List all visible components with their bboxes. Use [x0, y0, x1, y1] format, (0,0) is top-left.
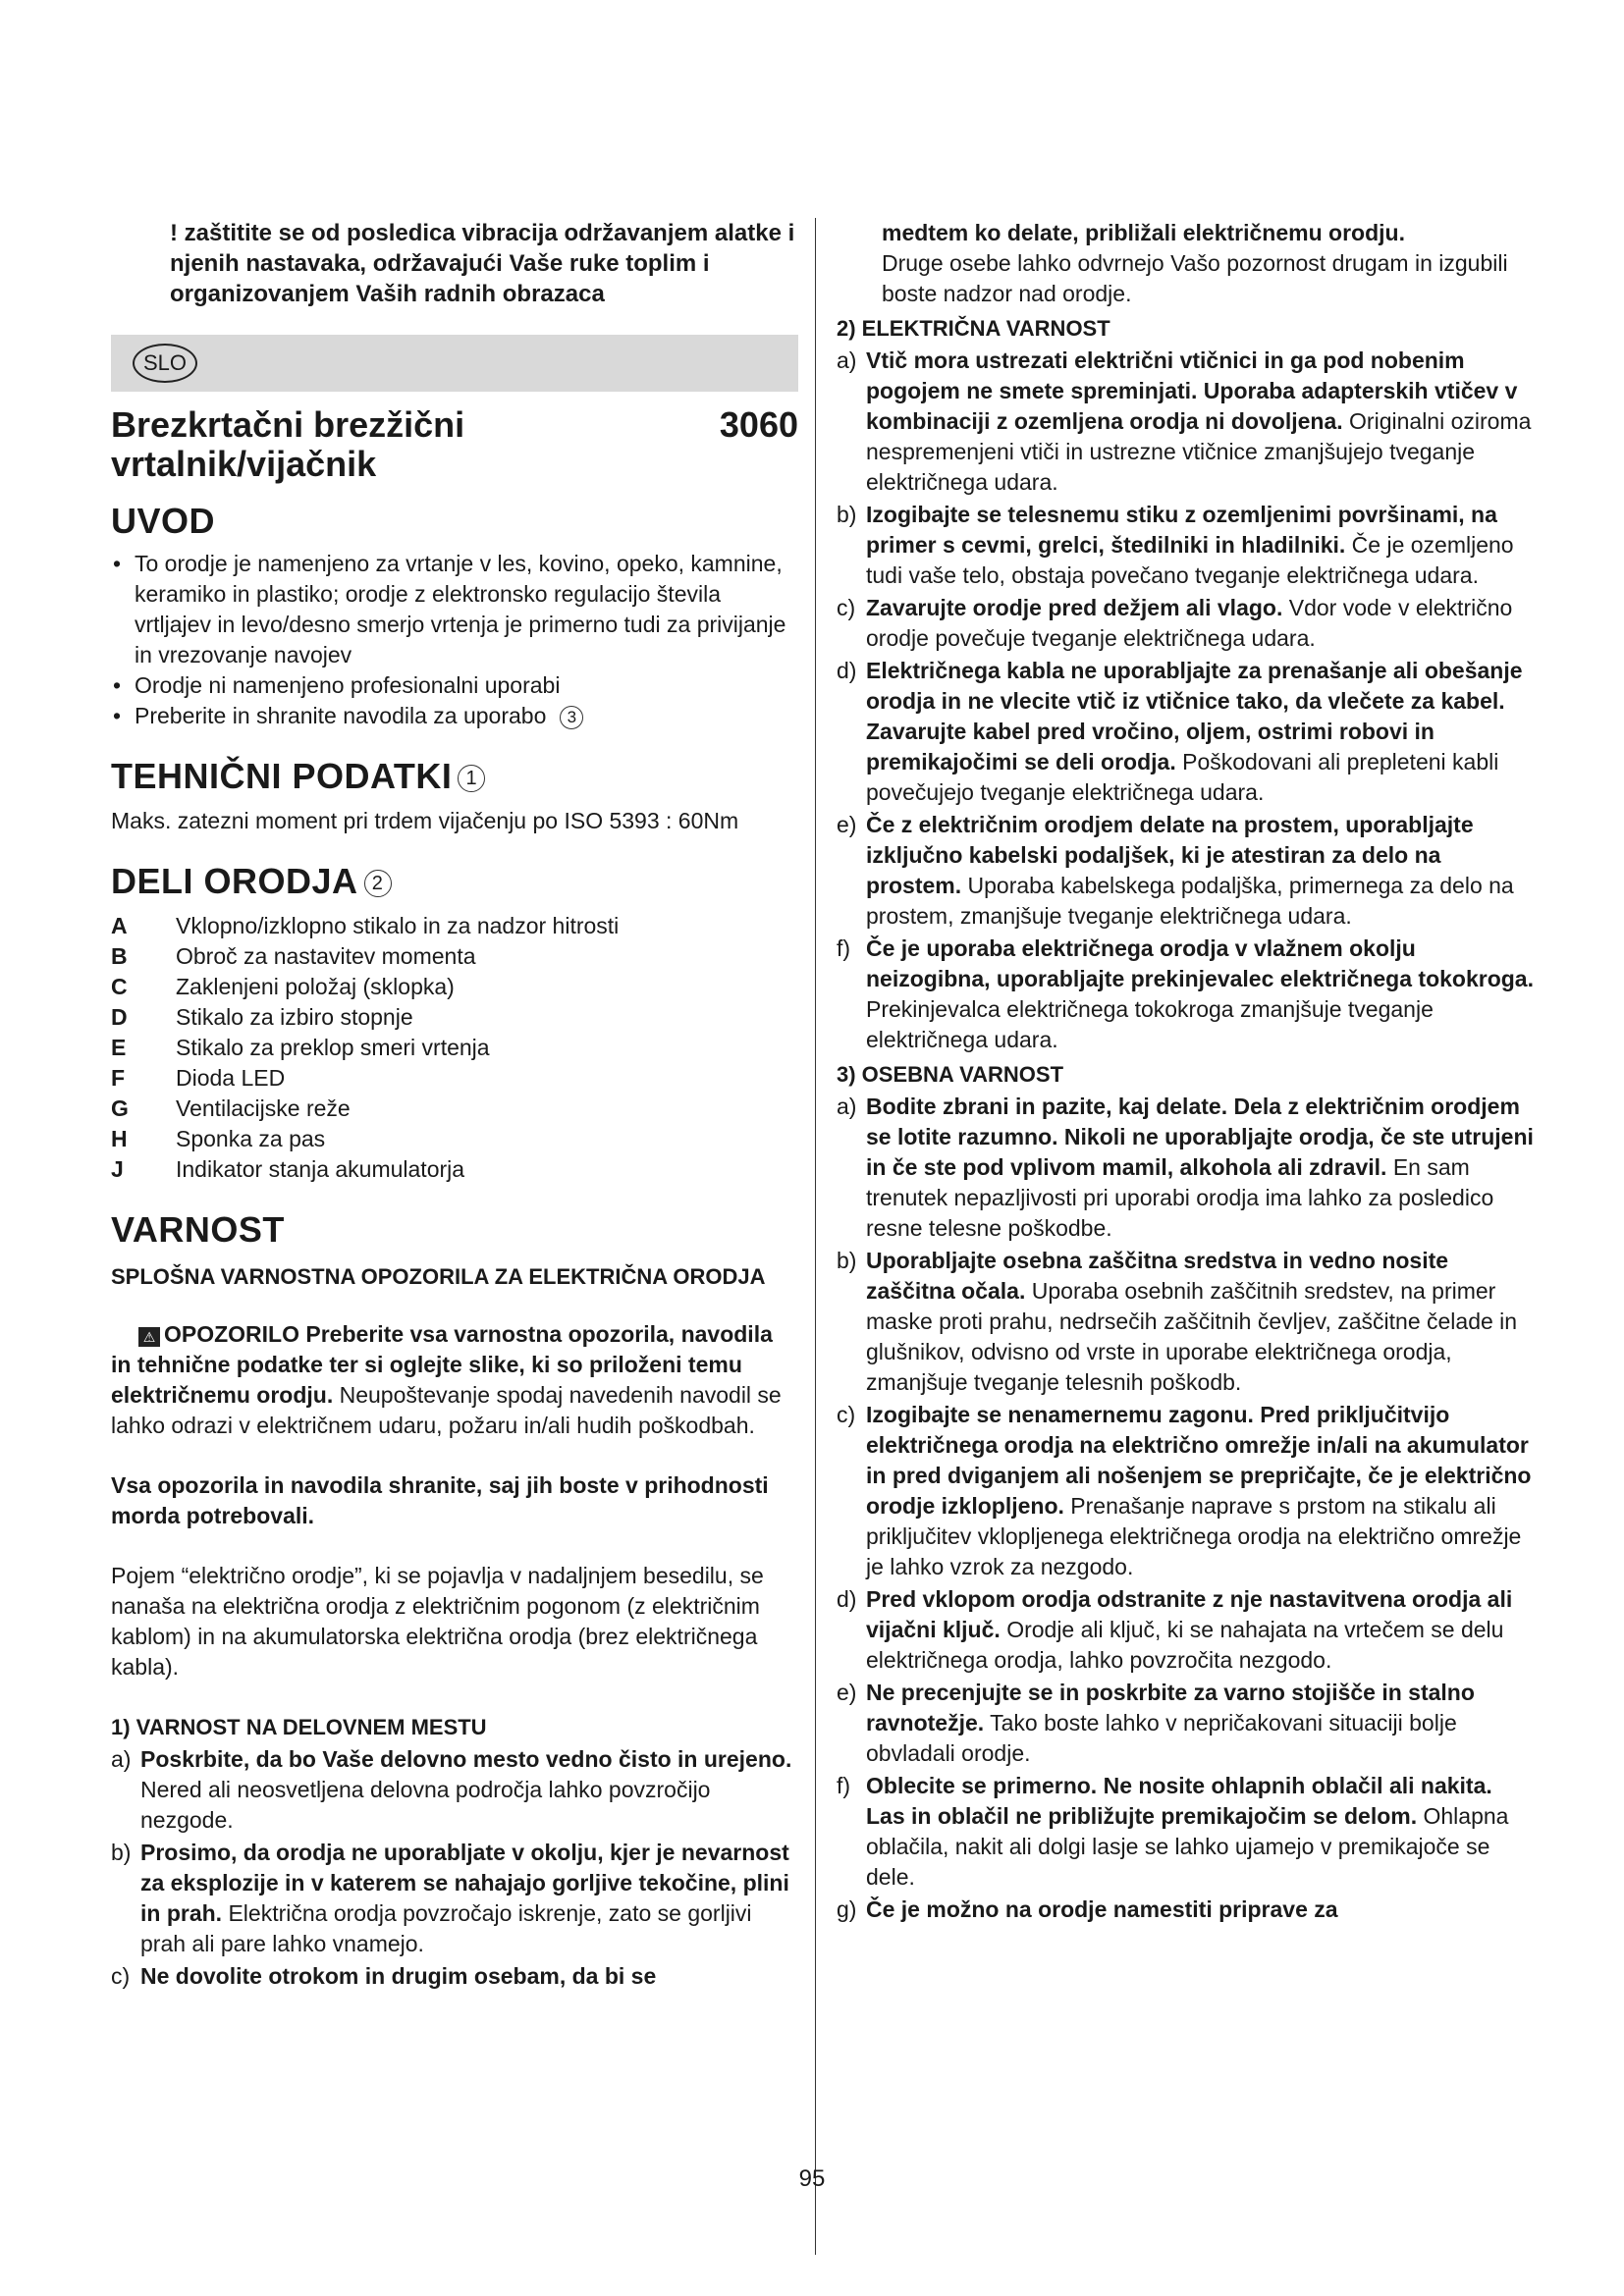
- section-3-heading: 3) OSEBNA VARNOST: [837, 1062, 1064, 1087]
- general-safety-heading: SPLOŠNA VARNOSTNA OPOZORILA ZA ELEKTRIČNA ORODJA: [111, 1264, 766, 1289]
- page-number: 95: [798, 2165, 826, 2192]
- list-item: c) Zavarujte orodje pred dežjem ali vlago. Vdor vode v električno orodje povečuje tveganje električnega udara.: [837, 595, 1513, 651]
- model-number: 3060: [719, 404, 798, 445]
- varnost-heading: VARNOST: [111, 1209, 285, 1250]
- tech-heading: TEHNIČNI PODATKI 1: [111, 755, 798, 798]
- figure-ref-icon: 3: [560, 706, 583, 729]
- list-item: c) Ne dovolite otrokom in drugim osebam, da bi se: [111, 1963, 657, 1989]
- list-item: J Indikator stanja akumulatorja: [111, 1156, 465, 1182]
- warning-paragraph: ⚠ OPOZORILO Preberite vsa varnostna opozorila, navodila in tehnične podatke ter si oglejte slike, ki so priloženi temu električnemu orodju. Neupoštevanje spodaj navedenih navodil se lahko odrazi v električnem udaru, požaru in/ali hudih poškodbah.: [111, 1321, 782, 1438]
- list-item: a) Poskrbite, da bo Vaše delovno mesto vedno čisto in urejeno. Nered ali neosvetljena delovna področja lahko povzročijo nezgode.: [111, 1746, 792, 1833]
- left-column: [111, 218, 798, 1992]
- list-item: c) Izogibajte se nenamernemu zagonu. Pred priključitvijo električnega orodja na električno omrežje in/ali na akumulator in pred dviganjem ali nošenjem se prepričajte, če je električno orodje izklopljeno. Prenašanje naprave s prstom na stikalu ali priključitev vklopljenega električnega orodja na električno omrežje je lahko vzrok za nezgodo.: [837, 1402, 1532, 1579]
- right-column: [837, 218, 1536, 1925]
- figure-ref-icon: 1: [458, 765, 485, 792]
- list-item: e) Če z električnim orodjem delate na prostem, uporabljajte izključno kabelski podaljšek, ki je atestiran za delo na prostem. Uporaba kabelskega podaljška, primernega za delo na prostem, zmanjšuje tveganje električnega udara.: [837, 812, 1514, 929]
- parts-list: [111, 911, 798, 1185]
- list-item: C Zaklenjeni položaj (sklopka): [111, 974, 455, 999]
- figure-ref-icon: 2: [364, 870, 392, 897]
- list-item: d) Pred vklopom orodja odstranite z nje nastavitvena orodja ali vijačni ključ. Orodje ali ključ, ki se nahajata na vrtečem se delu električnega orodja, lahko povzročita nezgodo.: [837, 1586, 1513, 1673]
- language-bar: [111, 335, 798, 392]
- intro-warning: ! zaštitite se od posledica vibracija održavanjem alatke i njenih nastavaka, održavajući Vaše ruke toplim i organizovanjem Vaših radnih obrazaca: [170, 220, 795, 307]
- list-item: f) Če je uporaba električnega orodja v vlažnem okolju neizogibna, uporabljajte prekinjevalec električnega tokokroga. Prekinjevalca električnega tokokroga zmanjšuje tveganje električnega udara.: [837, 935, 1534, 1052]
- list-item: F Dioda LED: [111, 1065, 286, 1091]
- list-item: a) Vtič mora ustrezati električni vtičnici in ga pod nobenim pogojem ne smete spreminjati. Uporaba adapterskih vtičev v kombinaciji z ozemljena orodja ni dovoljena. Originalni oziroma nespremenjeni vtiči in ustrezne vtičnice zmanjšujejo tveganje električnega udara.: [837, 347, 1532, 495]
- list-item: E Stikalo za preklop smeri vrtenja: [111, 1035, 490, 1060]
- title-row: [111, 405, 798, 484]
- page-title: Brezkrtačni brezžični vrtalnik/vijačnik: [111, 404, 465, 484]
- list-item: • To orodje je namenjeno za vrtanje v les, kovino, opeko, kamnine, keramiko in plastiko; orodje z elektronsko regulacijo števila vrtljajev in levo/desno smerjo vrtenja je primerno tudi za privijanje in vrezovanje navojev: [111, 549, 798, 670]
- section-2-heading: 2) ELEKTRIČNA VARNOST: [837, 316, 1110, 341]
- warning-icon: ⚠: [138, 1327, 160, 1347]
- list-item: e) Ne precenjujte se in poskrbite za varno stojišče in stalno ravnotežje. Tako boste lahko v nepričakovani situaciji bolje obvladali orodje.: [837, 1680, 1475, 1766]
- column-divider: [815, 218, 816, 2255]
- list-item: G Ventilacijske reže: [111, 1095, 351, 1121]
- list-item: b) Uporabljajte osebna zaščitna sredstva in vedno nosite zaščitna očala. Uporaba osebnih zaščitnih sredstev, na primer maske proti prahu, nedrsečih zaščitnih čevljev, zaščitne čelade in glušnikov, odvisno od vrste in uporabe električnega orodja, zmanjšuje tveganje telesnih poškodb.: [837, 1248, 1518, 1395]
- term-definition: Pojem “električno orodje”, ki se pojavlja v nadaljnjem besedilu, se nanaša na električna orodja z električnim pogonom (z električnim kablom) in na akumulatorska električna orodja (brez električnega kabla).: [111, 1563, 764, 1680]
- section-1-heading: 1) VARNOST NA DELOVNEM MESTU: [111, 1715, 487, 1739]
- list-item: H Sponka za pas: [111, 1126, 326, 1151]
- language-badge: SLO: [133, 344, 197, 383]
- list-item: • Preberite in shranite navodila za uporabo 3: [111, 701, 798, 731]
- list-item: f) Oblecite se primerno. Ne nosite ohlapnih oblačil ali nakita. Las in oblačil ne približujte premikajočim se delom. Ohlapna oblačila, nakit ali dolgi lasje se lahko ujamejo v premikajoče se dele.: [837, 1773, 1509, 1890]
- list-item: g) Če je možno na orodje namestiti priprave za: [837, 1896, 1338, 1922]
- list-item: a) Bodite zbrani in pazite, kaj delate. Dela z električnim orodjem se lotite razumno. Nikoli ne uporabljajte orodja, če ste utrujeni in če ste pod vplivom mamil, alkohola ali zdravil. En sam trenutek nepazljivosti pri uporabi orodja ima lahko za posledico resne telesne poškodbe.: [837, 1094, 1534, 1241]
- list-item: d) Električnega kabla ne uporabljajte za prenašanje ali obešanje orodja in ne vlecite vtič iz vtičnice tako, da vlečete za kabel. Zavarujte kabel pred vročino, oljem, ostrimi robovi in premikajočimi se deli orodja. Poškodovani ali prepleteni kabli povečujejo tveganje električnega udara.: [837, 658, 1523, 805]
- continuation: medtem ko delate, približali električnemu orodju. Druge osebe lahko odvrnejo Vašo pozornost drugam in izgubili boste nadzor nad orodje.: [882, 220, 1508, 306]
- tech-spec: Maks. zatezni moment pri trdem vijačenju po ISO 5393 : 60Nm: [111, 808, 739, 833]
- list-item: D Stikalo za izbiro stopnje: [111, 1004, 413, 1030]
- list-item: A Vklopno/izklopno stikalo in za nadzor hitrosti: [111, 913, 620, 938]
- list-item: B Obroč za nastavitev momenta: [111, 943, 476, 969]
- keep-instructions: Vsa opozorila in navodila shranite, saj jih boste v prihodnosti morda potrebovali.: [111, 1472, 769, 1528]
- list-item: b) Izogibajte se telesnemu stiku z ozemljenimi površinami, na primer s cevmi, grelci, štedilniki in hladilniki. Če je ozemljeno tudi vaše telo, obstaja povečano tveganje električnega udara.: [837, 502, 1514, 588]
- parts-heading: DELI ORODJA 2: [111, 860, 798, 903]
- list-item: b) Prosimo, da orodja ne uporabljate v okolju, kjer je nevarnost za eksplozije in v katerem se nahajajo gorljive tekočine, plini in prah. Električna orodja povzročajo iskrenje, zato se gorljivi prah ali pare lahko vnamejo.: [111, 1840, 789, 1956]
- uvod-heading: UVOD: [111, 501, 216, 541]
- uvod-list: [111, 549, 798, 731]
- list-item: • Orodje ni namenjeno profesionalni uporabi: [111, 670, 798, 701]
